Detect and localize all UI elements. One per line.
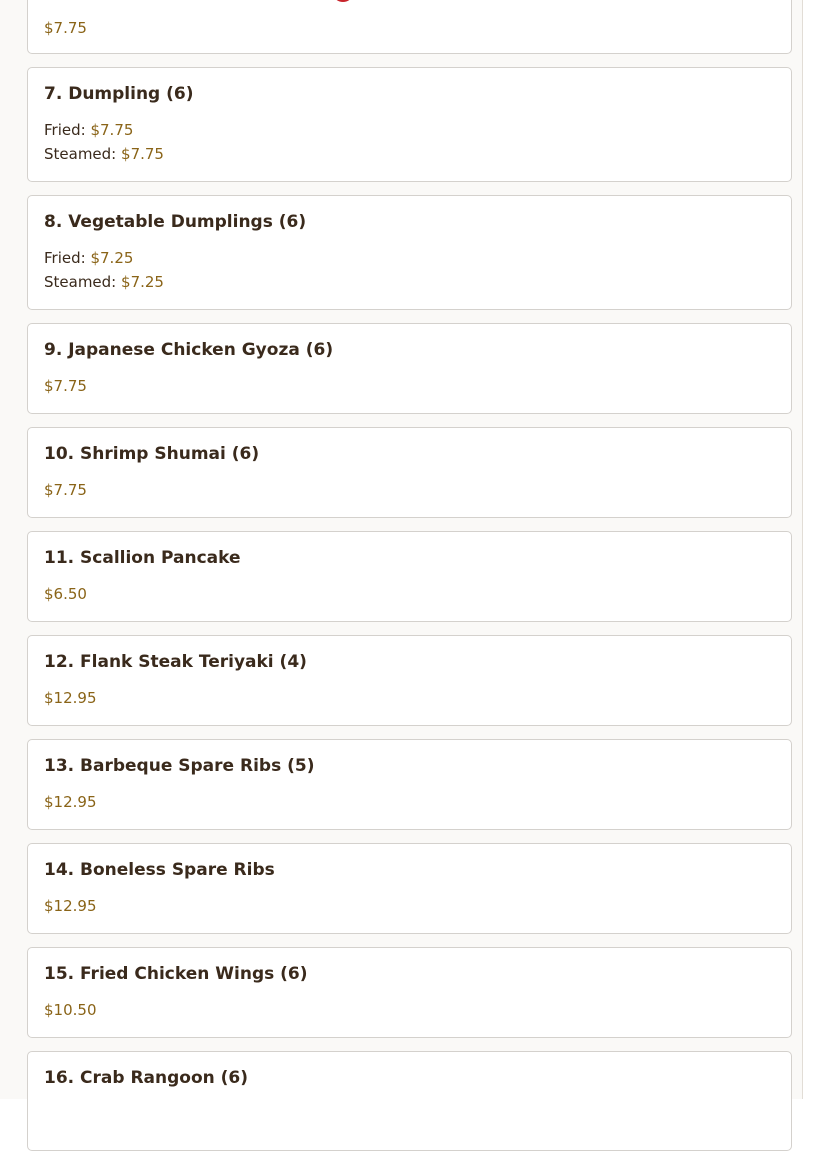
price-value: $7.75 — [121, 145, 164, 163]
price-line — [44, 894, 775, 918]
menu-item-name: 9. Japanese Chicken Gyoza (6) — [44, 340, 334, 360]
price-block — [44, 790, 775, 814]
price-block — [44, 998, 775, 1022]
menu-item-name-row — [44, 84, 775, 104]
menu-item[interactable] — [27, 0, 792, 54]
menu-item-name: 12. Flank Steak Teriyaki (4) — [44, 652, 307, 672]
price-label: Fried: — [44, 121, 86, 139]
menu-item-name-row — [44, 860, 775, 880]
price-value: $12.95 — [44, 793, 97, 811]
price-line — [44, 270, 775, 294]
menu-item-name: 11. Scallion Pancake — [44, 548, 241, 568]
price-block — [44, 16, 775, 40]
price-line — [44, 998, 775, 1022]
price-line — [44, 118, 775, 142]
price-value: $7.25 — [90, 249, 134, 267]
menu-item[interactable] — [27, 1051, 792, 1151]
price-block — [44, 478, 775, 502]
price-block — [44, 582, 775, 606]
menu-item[interactable] — [27, 195, 792, 310]
menu-item-name — [44, 0, 324, 1]
menu-item[interactable] — [27, 635, 792, 726]
menu-item[interactable] — [27, 843, 792, 934]
menu-item-name: 15. Fried Chicken Wings (6) — [44, 964, 308, 984]
menu-item-name-row — [44, 0, 775, 2]
price-block — [44, 246, 775, 294]
price-block — [44, 686, 775, 710]
price-line — [44, 478, 775, 502]
price-value: $6.50 — [44, 585, 87, 603]
price-label: Steamed: — [44, 273, 117, 291]
price-value: $7.75 — [90, 121, 134, 139]
menu-item-name: 13. Barbeque Spare Ribs (5) — [44, 756, 315, 776]
menu-item[interactable] — [27, 67, 792, 182]
menu-item[interactable] — [27, 323, 792, 414]
price-line — [44, 686, 775, 710]
menu-item-name-row — [44, 756, 775, 776]
menu-item[interactable] — [27, 739, 792, 830]
price-line — [44, 142, 775, 166]
menu-list — [27, 0, 792, 1164]
price-label: Fried: — [44, 249, 86, 267]
menu-item-name-row — [44, 340, 775, 360]
menu-item-name-row — [44, 1068, 775, 1088]
price-block — [44, 118, 775, 166]
price-value: $7.75 — [44, 481, 87, 499]
menu-item-name-row — [44, 444, 775, 464]
menu-item[interactable] — [27, 531, 792, 622]
price-line — [44, 582, 775, 606]
menu-item[interactable] — [27, 947, 792, 1038]
price-value: $7.25 — [121, 273, 164, 291]
menu-item-name-row — [44, 652, 775, 672]
price-block — [44, 374, 775, 398]
price-line — [44, 374, 775, 398]
menu-item[interactable] — [27, 427, 792, 518]
menu-item-name: 8. Vegetable Dumplings (6) — [44, 212, 307, 232]
price-value: $12.95 — [44, 897, 97, 915]
price-value: $7.75 — [44, 19, 87, 37]
menu-item-name: 16. Crab Rangoon (6) — [44, 1068, 249, 1088]
price-line — [44, 790, 775, 814]
menu-item-name: 14. Boneless Spare Ribs — [44, 860, 275, 880]
menu-item-name-row — [44, 964, 775, 984]
price-value: $10.50 — [44, 1001, 97, 1019]
price-value: $12.95 — [44, 689, 97, 707]
price-line — [44, 16, 775, 40]
menu-item-name: 7. Dumpling (6) — [44, 84, 194, 104]
price-label: Steamed: — [44, 145, 117, 163]
price-value: $7.75 — [44, 377, 87, 395]
menu-item-name-row — [44, 548, 775, 568]
menu-item-name-row — [44, 212, 775, 232]
menu-item-name: 10. Shrimp Shumai (6) — [44, 444, 260, 464]
spicy-icon — [332, 0, 354, 2]
price-block — [44, 894, 775, 918]
price-line — [44, 246, 775, 270]
